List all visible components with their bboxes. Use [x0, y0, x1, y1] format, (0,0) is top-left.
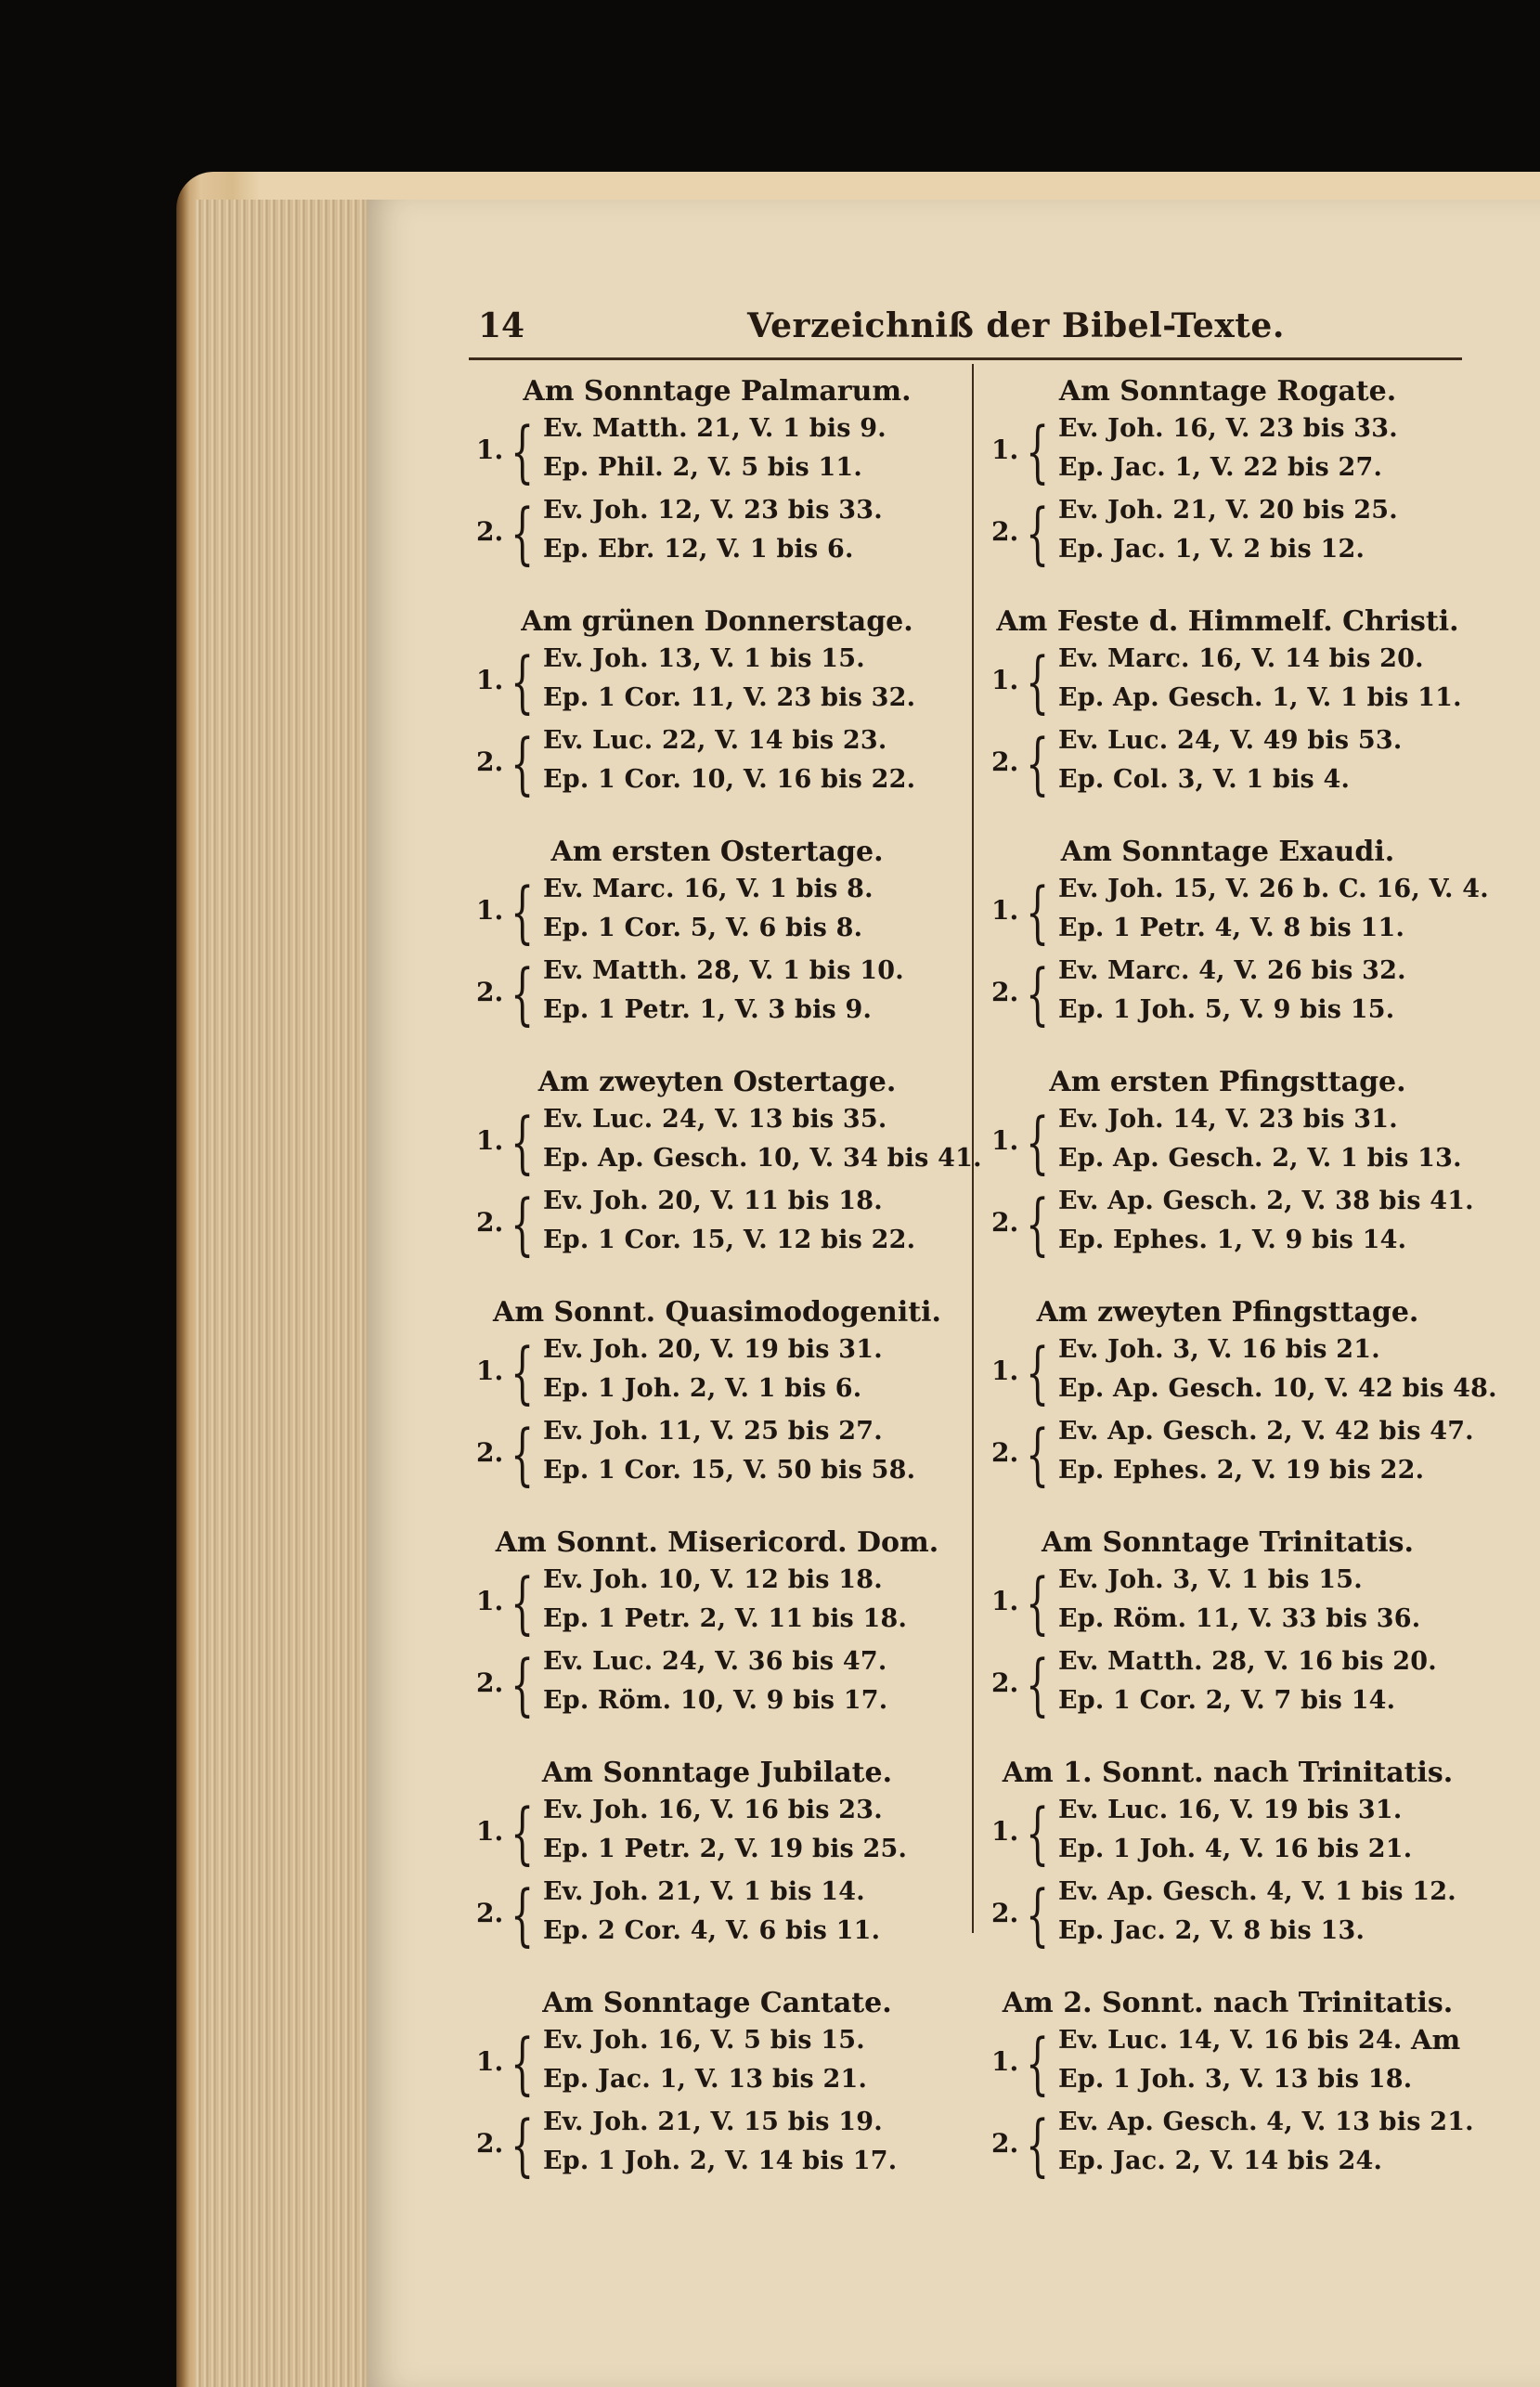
gospel-reading: Ev. Matth. 21, V. 1 bis 9.: [543, 414, 886, 443]
gospel-reading: Ev. Joh. 16, V. 23 bis 33.: [1058, 414, 1398, 443]
epistle-reading: Ep. 1 Cor. 2, V. 7 bis 14.: [1058, 1686, 1396, 1715]
brace-glyph: {: [511, 1875, 535, 1953]
reading-number: 1.: [476, 1816, 504, 1847]
brace-glyph: {: [511, 1794, 535, 1872]
reading-number: 2.: [991, 1667, 1019, 1698]
epistle-reading: Ep. 1 Joh. 2, V. 1 bis 6.: [543, 1374, 862, 1403]
reading-number: 1.: [991, 665, 1019, 695]
epistle-reading: Ep. 1 Petr. 1, V. 3 bis 9.: [543, 995, 873, 1024]
brace-glyph: {: [511, 954, 535, 1032]
reading-entry: [984, 1185, 1474, 1266]
brace-glyph: {: [511, 494, 535, 572]
brace-glyph: {: [511, 1103, 535, 1181]
brace-glyph: {: [1026, 494, 1050, 572]
epistle-reading: Ep. 2 Cor. 4, V. 6 bis 11.: [543, 1916, 881, 1945]
epistle-reading: Ep. Jac. 2, V. 8 bis 13.: [1058, 1916, 1365, 1945]
section-title: Am grünen Donnerstage.: [521, 605, 913, 638]
reading-entry: [984, 1333, 1497, 1415]
gospel-reading: Ev. Ap. Gesch. 2, V. 38 bis 41.: [1058, 1187, 1474, 1215]
brace-glyph: {: [1026, 412, 1050, 490]
left-column: [469, 371, 982, 2213]
section: [984, 1292, 1497, 1523]
reading-number: 2.: [991, 1207, 1019, 1238]
epistle-reading: Ep. 1 Cor. 5, V. 6 bis 8.: [543, 914, 863, 942]
brace-glyph: {: [1026, 873, 1050, 951]
section: [469, 1292, 965, 1523]
gospel-reading: Ev. Ap. Gesch. 4, V. 1 bis 12.: [1058, 1877, 1456, 1906]
brace-glyph: {: [1026, 1185, 1050, 1263]
section: [469, 1062, 982, 1292]
gospel-reading: Ev. Luc. 24, V. 49 bis 53.: [1058, 726, 1403, 755]
epistle-reading: Ep. Ap. Gesch. 2, V. 1 bis 13.: [1058, 1144, 1462, 1173]
brace-glyph: {: [511, 1185, 535, 1263]
reading-number: 2.: [476, 1437, 504, 1468]
epistle-reading: Ep. Röm. 10, V. 9 bis 17.: [543, 1686, 888, 1715]
page-stack-edges: [195, 200, 390, 2387]
brace-glyph: {: [1026, 1875, 1050, 1953]
epistle-reading: Ep. Ap. Gesch. 1, V. 1 bis 11.: [1058, 683, 1462, 712]
epistle-reading: Ep. 1 Cor. 15, V. 50 bis 58.: [543, 1456, 916, 1485]
reading-entry: [984, 724, 1471, 806]
brace-glyph: {: [1026, 2106, 1050, 2184]
reading-number: 1.: [991, 2046, 1019, 2077]
reading-number: 1.: [991, 1356, 1019, 1386]
brace-glyph: {: [511, 1563, 535, 1641]
epistle-reading: Ep. 1 Cor. 11, V. 23 bis 32.: [543, 683, 916, 712]
reading-number: 1.: [991, 435, 1019, 465]
section: [469, 1753, 965, 1983]
epistle-reading: Ep. Jac. 1, V. 2 bis 12.: [1058, 535, 1365, 564]
brace-glyph: {: [1026, 1333, 1050, 1411]
gospel-reading: Ev. Marc. 16, V. 1 bis 8.: [543, 875, 874, 903]
gospel-reading: Ev. Luc. 24, V. 36 bis 47.: [543, 1647, 887, 1676]
reading-number: 1.: [476, 435, 504, 465]
section-title: Am Sonntage Jubilate.: [541, 1757, 893, 1789]
section: [469, 602, 965, 832]
reading-entry: [469, 1185, 965, 1266]
epistle-reading: Ep. 1 Joh. 2, V. 14 bis 17.: [543, 2147, 898, 2175]
brace-glyph: {: [511, 724, 535, 802]
brace-glyph: {: [511, 1333, 535, 1411]
reading-entry: [469, 1794, 965, 1875]
gospel-reading: Ev. Luc. 16, V. 19 bis 31.: [1058, 1796, 1403, 1824]
gospel-reading: Ev. Joh. 20, V. 19 bis 31.: [543, 1335, 883, 1364]
right-column: [984, 371, 1497, 2213]
section: [984, 1062, 1474, 1292]
reading-entry: [469, 724, 965, 806]
epistle-reading: Ep. Phil. 2, V. 5 bis 11.: [543, 453, 863, 482]
epistle-reading: Ep. Jac. 1, V. 13 bis 21.: [543, 2065, 868, 2094]
section: [469, 1983, 965, 2213]
gospel-reading: Ev. Joh. 21, V. 15 bis 19.: [543, 2108, 883, 2136]
section-title: Am Sonnt. Quasimodogeniti.: [493, 1296, 941, 1329]
reading-entry: [984, 2024, 1471, 2106]
section-title: Am ersten Ostertage.: [550, 836, 884, 868]
reading-entry: [469, 494, 965, 576]
reading-entry: [984, 412, 1471, 494]
reading-number: 1.: [476, 1586, 504, 1616]
reading-entry: [984, 1645, 1471, 1727]
brace-glyph: {: [511, 873, 535, 951]
brace-glyph: {: [511, 2106, 535, 2184]
section: [469, 1523, 965, 1753]
reading-entry: [469, 954, 965, 1036]
gospel-reading: Ev. Joh. 10, V. 12 bis 18.: [543, 1565, 883, 1594]
gospel-reading: Ev. Joh. 3, V. 16 bis 21.: [1058, 1335, 1380, 1364]
brace-glyph: {: [1026, 1103, 1050, 1181]
reading-number: 1.: [476, 665, 504, 695]
reading-entry: [984, 1875, 1471, 1957]
reading-entry: [469, 642, 965, 724]
gospel-reading: Ev. Marc. 4, V. 26 bis 32.: [1058, 956, 1406, 985]
epistle-reading: Ep. 1 Cor. 15, V. 12 bis 22.: [543, 1226, 916, 1254]
gospel-reading: Ev. Joh. 11, V. 25 bis 27.: [543, 1417, 883, 1446]
gospel-reading: Ev. Joh. 21, V. 1 bis 14.: [543, 1877, 865, 1906]
reading-entry: [984, 1415, 1474, 1497]
section-title: Am Sonntage Trinitatis.: [1041, 1526, 1414, 1559]
reading-entry: [469, 2106, 965, 2187]
epistle-reading: Ep. Ap. Gesch. 10, V. 42 bis 48.: [1058, 1374, 1497, 1403]
gospel-reading: Ev. Ap. Gesch. 2, V. 42 bis 47.: [1058, 1417, 1474, 1446]
epistle-reading: Ep. Ephes. 1, V. 9 bis 14.: [1058, 1226, 1407, 1254]
section: [469, 832, 965, 1062]
brace-glyph: {: [511, 642, 535, 720]
gospel-reading: Ev. Joh. 16, V. 5 bis 15.: [543, 2026, 865, 2055]
reading-entry: [984, 954, 1471, 1036]
epistle-reading: Ep. Ap. Gesch. 10, V. 34 bis 41.: [543, 1144, 982, 1173]
epistle-reading: Ep. 1 Petr. 2, V. 11 bis 18.: [543, 1604, 908, 1633]
section: [469, 371, 965, 602]
reading-entry: [984, 1794, 1471, 1875]
section-title: Am 1. Sonnt. nach Trinitatis.: [1002, 1757, 1454, 1789]
reading-entry: [469, 2024, 965, 2106]
section: [984, 1753, 1471, 1983]
reading-entry: [469, 1333, 965, 1415]
brace-glyph: {: [1026, 1645, 1050, 1723]
epistle-reading: Ep. Jac. 2, V. 14 bis 24.: [1058, 2147, 1383, 2175]
reading-entry: [984, 2106, 1474, 2187]
reading-number: 2.: [476, 1207, 504, 1238]
reading-number: 2.: [991, 516, 1019, 547]
reading-entry: [984, 873, 1489, 954]
gospel-reading: Ev. Joh. 20, V. 11 bis 18.: [543, 1187, 883, 1215]
epistle-reading: Ep. 1 Joh. 5, V. 9 bis 15.: [1058, 995, 1395, 1024]
reading-number: 1.: [476, 1356, 504, 1386]
section: [984, 1983, 1474, 2213]
reading-number: 2.: [991, 2128, 1019, 2159]
section-title: Am Sonntage Palmarum.: [523, 375, 912, 408]
gospel-reading: Ev. Joh. 15, V. 26 b. C. 16, V. 4.: [1058, 875, 1489, 903]
reading-entry: [469, 1103, 982, 1185]
reading-number: 1.: [991, 1125, 1019, 1156]
section-title: Am zweyten Pfingsttage.: [1036, 1296, 1419, 1329]
reading-number: 1.: [991, 1586, 1019, 1616]
reading-entry: [469, 1645, 965, 1727]
gospel-reading: Ev. Joh. 13, V. 1 bis 15.: [543, 644, 865, 673]
reading-number: 2.: [991, 1437, 1019, 1468]
brace-glyph: {: [1026, 954, 1050, 1032]
section-title: Am Sonntage Exaudi.: [1060, 836, 1395, 868]
section-title: Am zweyten Ostertage.: [537, 1066, 897, 1098]
brace-glyph: {: [511, 1645, 535, 1723]
epistle-reading: Ep. Jac. 1, V. 22 bis 27.: [1058, 453, 1383, 482]
section-title: Am Feste d. Himmelf. Christi.: [996, 605, 1459, 638]
epistle-reading: Ep. 1 Petr. 4, V. 8 bis 11.: [1058, 914, 1405, 942]
brace-glyph: {: [1026, 1415, 1050, 1493]
epistle-reading: Ep. 1 Petr. 2, V. 19 bis 25.: [543, 1835, 908, 1863]
gospel-reading: Ev. Joh. 3, V. 1 bis 15.: [1058, 1565, 1363, 1594]
reading-entry: [469, 412, 965, 494]
gospel-reading: Ev. Ap. Gesch. 4, V. 13 bis 21.: [1058, 2108, 1474, 2136]
page-number: 14: [478, 306, 525, 345]
running-title: Verzeichniß der Bibel-Texte.: [747, 306, 1285, 345]
gospel-reading: Ev. Joh. 16, V. 16 bis 23.: [543, 1796, 883, 1824]
epistle-reading: Ep. 1 Joh. 4, V. 16 bis 21.: [1058, 1835, 1413, 1863]
gospel-reading: Ev. Joh. 21, V. 20 bis 25.: [1058, 496, 1398, 525]
reading-number: 1.: [476, 1125, 504, 1156]
reading-number: 1.: [476, 2046, 504, 2077]
section: [984, 1523, 1471, 1753]
reading-entry: [469, 1563, 965, 1645]
epistle-reading: Ep. 1 Cor. 10, V. 16 bis 22.: [543, 765, 916, 794]
section: [984, 602, 1471, 832]
epistle-reading: Ep. Ephes. 2, V. 19 bis 22.: [1058, 1456, 1425, 1485]
gospel-reading: Ev. Matth. 28, V. 16 bis 20.: [1058, 1647, 1437, 1676]
brace-glyph: {: [511, 2024, 535, 2102]
reading-number: 2.: [476, 516, 504, 547]
section-title: Am ersten Pfingsttage.: [1049, 1066, 1406, 1098]
header-rule: [469, 357, 1462, 360]
brace-glyph: {: [1026, 724, 1050, 802]
brace-glyph: {: [1026, 1563, 1050, 1641]
reading-number: 2.: [476, 2128, 504, 2159]
reading-entry: [984, 494, 1471, 576]
brace-glyph: {: [511, 412, 535, 490]
reading-number: 2.: [991, 746, 1019, 777]
brace-glyph: {: [1026, 1794, 1050, 1872]
epistle-reading: Ep. Röm. 11, V. 33 bis 36.: [1058, 1604, 1421, 1633]
section: [984, 371, 1471, 602]
section-title: Am 2. Sonnt. nach Trinitatis.: [1002, 1987, 1454, 2019]
page-header: [459, 306, 1467, 351]
brace-glyph: {: [511, 1415, 535, 1493]
catchword: Am: [1411, 2024, 1461, 2056]
epistle-reading: Ep. Ebr. 12, V. 1 bis 6.: [543, 535, 854, 564]
reading-number: 2.: [476, 977, 504, 1007]
reading-number: 1.: [991, 895, 1019, 926]
gospel-reading: Ev. Luc. 14, V. 16 bis 24.: [1058, 2026, 1403, 2055]
gospel-reading: Ev. Matth. 28, V. 1 bis 10.: [543, 956, 904, 985]
reading-number: 1.: [991, 1816, 1019, 1847]
epistle-reading: Ep. Col. 3, V. 1 bis 4.: [1058, 765, 1351, 794]
gospel-reading: Ev. Joh. 12, V. 23 bis 33.: [543, 496, 883, 525]
gospel-reading: Ev. Luc. 22, V. 14 bis 23.: [543, 726, 887, 755]
reading-entry: [984, 1563, 1471, 1645]
epistle-reading: Ep. 1 Joh. 3, V. 13 bis 18.: [1058, 2065, 1413, 2094]
section-title: Am Sonntage Rogate.: [1058, 375, 1397, 408]
section: [984, 832, 1489, 1062]
reading-entry: [469, 1415, 965, 1497]
gospel-reading: Ev. Joh. 14, V. 23 bis 31.: [1058, 1105, 1398, 1134]
reading-number: 2.: [476, 1667, 504, 1698]
section-title: Am Sonntage Cantate.: [542, 1987, 892, 2019]
section-title: Am Sonnt. Misericord. Dom.: [495, 1526, 939, 1559]
reading-number: 1.: [476, 895, 504, 926]
reading-number: 2.: [476, 746, 504, 777]
reading-entry: [469, 873, 965, 954]
reading-number: 2.: [476, 1898, 504, 1928]
gospel-reading: Ev. Marc. 16, V. 14 bis 20.: [1058, 644, 1424, 673]
gospel-reading: Ev. Luc. 24, V. 13 bis 35.: [543, 1105, 887, 1134]
reading-entry: [469, 1875, 965, 1957]
reading-number: 2.: [991, 1898, 1019, 1928]
reading-entry: [984, 642, 1471, 724]
brace-glyph: {: [1026, 2024, 1050, 2102]
brace-glyph: {: [1026, 642, 1050, 720]
reading-entry: [984, 1103, 1471, 1185]
reading-number: 2.: [991, 977, 1019, 1007]
